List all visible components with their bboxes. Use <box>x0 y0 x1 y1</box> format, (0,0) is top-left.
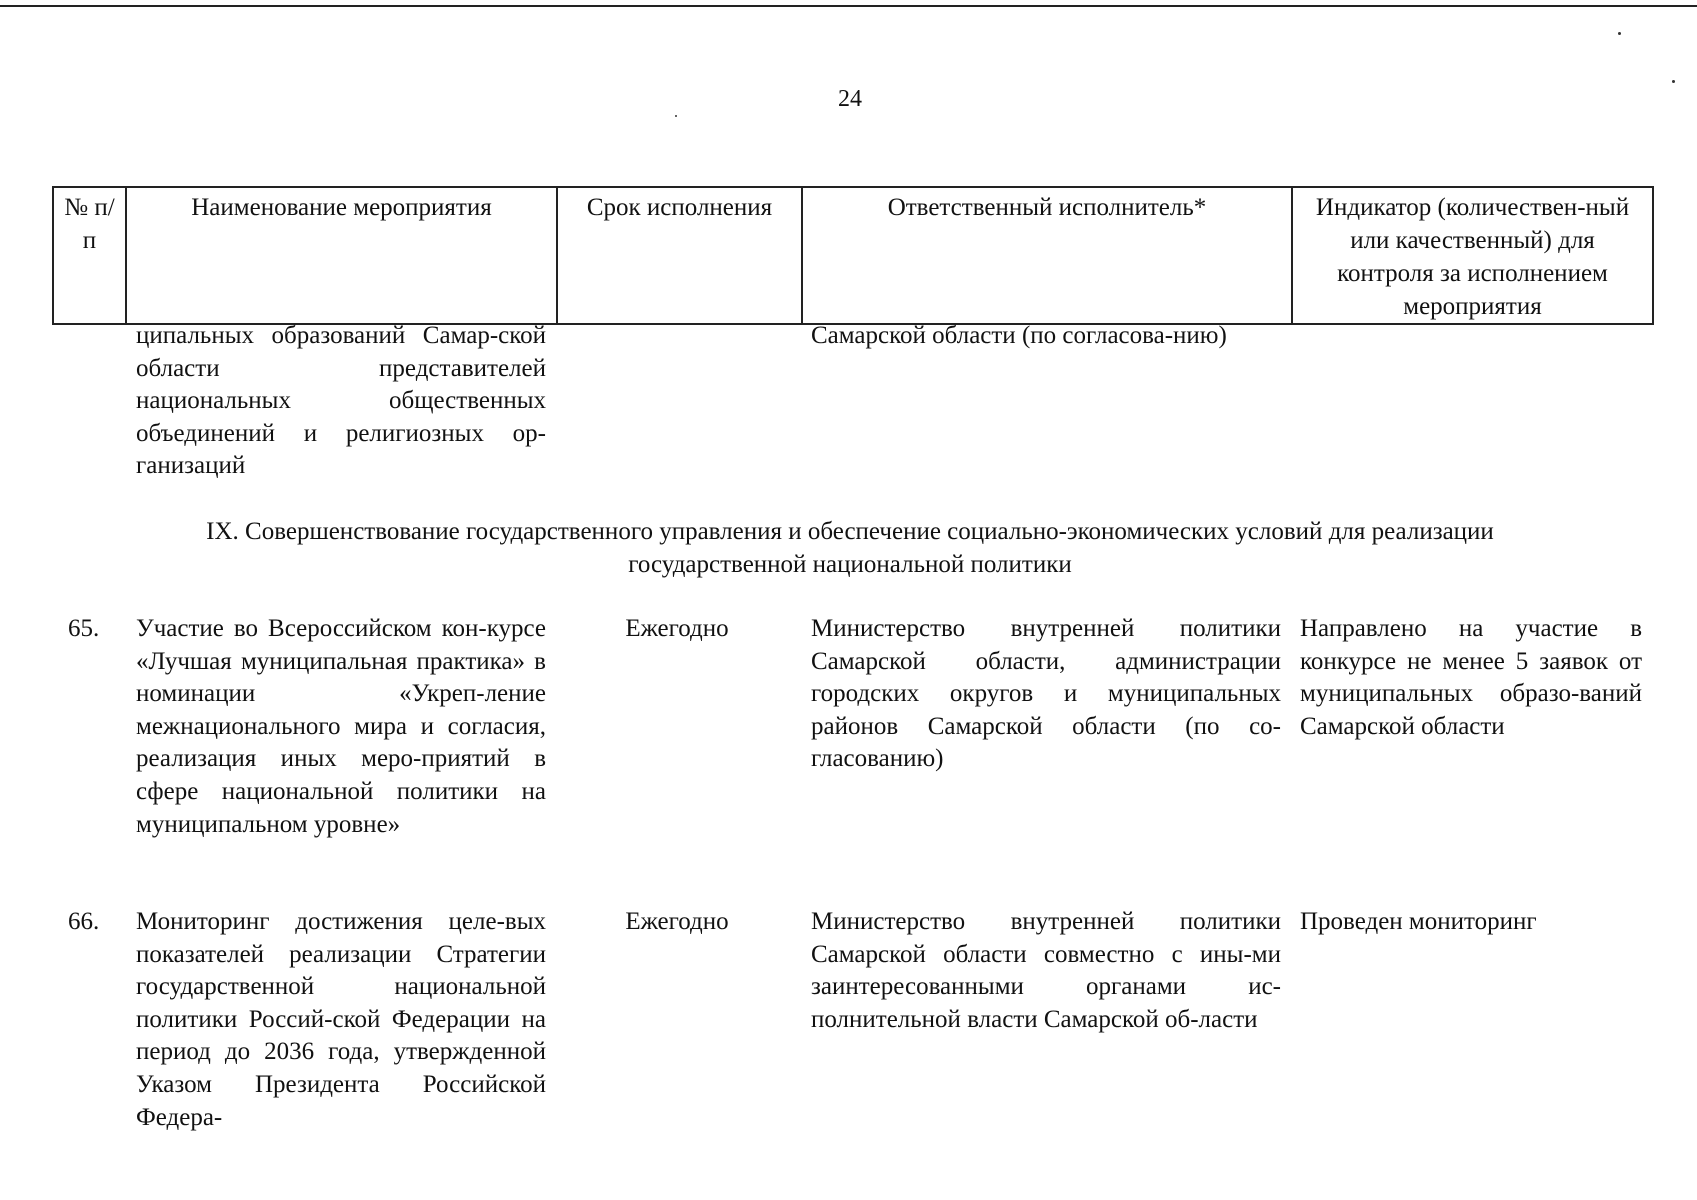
row-indicator: Направлено на участие в конкурсе не менее 5 заявок от муниципальных образо-ваний Самарской области <box>1300 615 1642 740</box>
row-indicator: Проведен мониторинг <box>1300 908 1537 935</box>
page-number: 24 <box>838 86 862 112</box>
row-num: 65. <box>68 615 100 642</box>
section-title <box>110 516 1590 581</box>
row-term: Ежегодно <box>625 908 729 935</box>
header-num: № п/п <box>53 187 126 324</box>
continuation-responsible: Самарской области (по согласова-нию) <box>811 322 1227 349</box>
header-term: Срок исполнения <box>557 187 802 324</box>
header-name: Наименование мероприятия <box>126 187 557 324</box>
row-responsible: Министерство внутренней политики Самарской области совместно с ины-ми заинтересованными органами ис-полнительной власти Самарской об-ласти <box>811 908 1281 1033</box>
scan-speck <box>1618 32 1621 35</box>
table-header <box>52 186 1654 325</box>
row-term: Ежегодно <box>625 615 729 642</box>
row-responsible: Министерство внутренней политики Самарской области, администрации городских округов и муниципальных районов Самарской области (по со-гласованию) <box>811 615 1281 773</box>
header-responsible: Ответственный исполнитель* <box>802 187 1292 324</box>
row-num: 66. <box>68 908 100 935</box>
top-border-line <box>0 5 1697 7</box>
continuation-name: ципальных образований Самар-ской области представителей национальных общественных объединений и религиозных ор-ганизаций <box>136 322 546 480</box>
section-title-line-1: IX. Совершенствование государственного управления и обеспечение социально-экономических условий для реализации <box>206 518 1494 545</box>
header-indicator: Индикатор (количествен-ный или качественный) для контроля за исполнением мероприятия <box>1292 187 1653 324</box>
scan-speck <box>675 115 677 117</box>
row-name: Мониторинг достижения целе-вых показателей реализации Стратегии государственной национальной политики Россий-ской Федерации на период до 2036 года, утвержденной Указом Президента Российской Федера- <box>136 908 546 1131</box>
scan-speck <box>1672 80 1675 83</box>
section-title-line-2: государственной национальной политики <box>628 550 1072 578</box>
row-name: Участие во Всероссийском кон-курсе «Лучшая муниципальная практика» в номинации «Укреп-ление межнационального мира и согласия, реализация иных меро-приятий в сфере национальной политики на муниципальном уровне» <box>136 615 546 838</box>
